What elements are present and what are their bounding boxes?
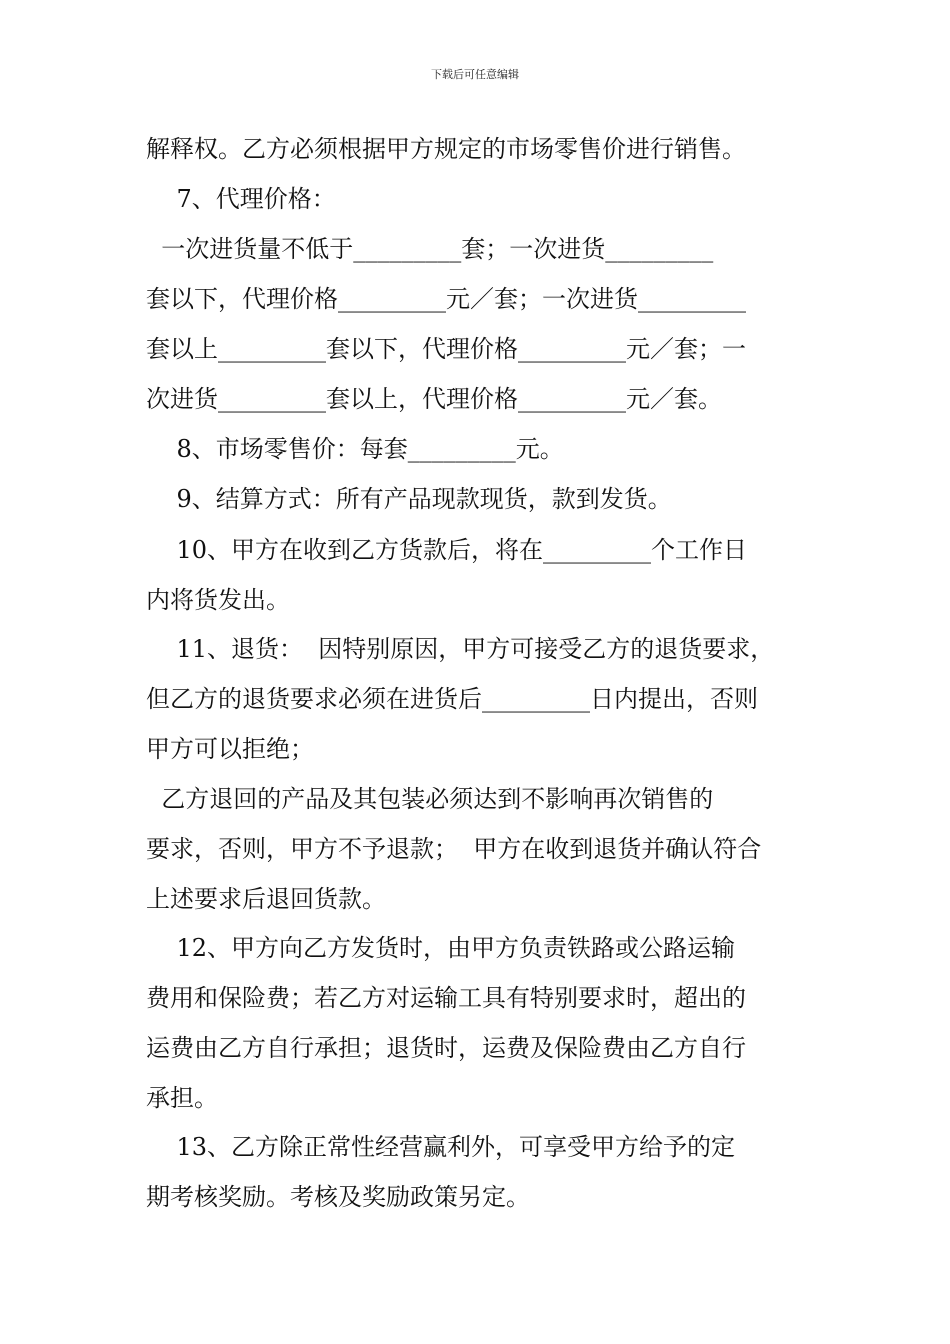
text-line: 解释权。乙方必须根据甲方规定的市场零售价进行销售。 xyxy=(146,135,746,163)
text-line: 费用和保险费；若乙方对运输工具有特别要求时，超出的 xyxy=(146,984,746,1012)
text-line: 11、退货： 因特别原因，甲方可接受乙方的退货要求， xyxy=(146,635,775,663)
text-line: 一次进货量不低于_________套；一次进货_________ xyxy=(146,235,714,263)
text-line: 要求，否则，甲方不予退款； 甲方在收到退货并确认符合 xyxy=(146,835,762,863)
text-line: 8、市场零售价：每套_________元。 xyxy=(146,435,564,463)
text-line: 承担。 xyxy=(146,1084,218,1112)
text-line: 9、结算方式：所有产品现款现货，款到发货。 xyxy=(146,485,672,513)
text-line: 7、代理价格： xyxy=(146,185,336,213)
text-line: 次进货_________套以上，代理价格_________元／套。 xyxy=(146,385,722,413)
text-line: 套以上_________套以下，代理价格_________元／套；一 xyxy=(146,335,746,363)
text-line: 13、乙方除正常性经营赢利外，可享受甲方给予的定 xyxy=(146,1133,736,1161)
text-line: 但乙方的退货要求必须在进货后_________日内提出，否则 xyxy=(146,685,758,713)
text-line: 乙方退回的产品及其包装必须达到不影响再次销售的 xyxy=(146,785,714,813)
text-line: 12、甲方向乙方发货时，由甲方负责铁路或公路运输 xyxy=(146,934,736,962)
text-line: 运费由乙方自行承担；退货时，运费及保险费由乙方自行 xyxy=(146,1034,746,1062)
text-line: 期考核奖励。考核及奖励政策另定。 xyxy=(146,1183,530,1211)
page-header-note: 下载后可任意编辑 xyxy=(431,68,519,81)
text-line: 甲方可以拒绝； xyxy=(146,735,314,763)
text-line: 内将货发出。 xyxy=(146,586,290,614)
text-line: 套以下，代理价格_________元／套；一次进货_________ xyxy=(146,285,746,313)
text-line: 10、甲方在收到乙方货款后，将在_________个工作日 xyxy=(146,536,748,564)
text-line: 上述要求后退回货款。 xyxy=(146,885,386,913)
